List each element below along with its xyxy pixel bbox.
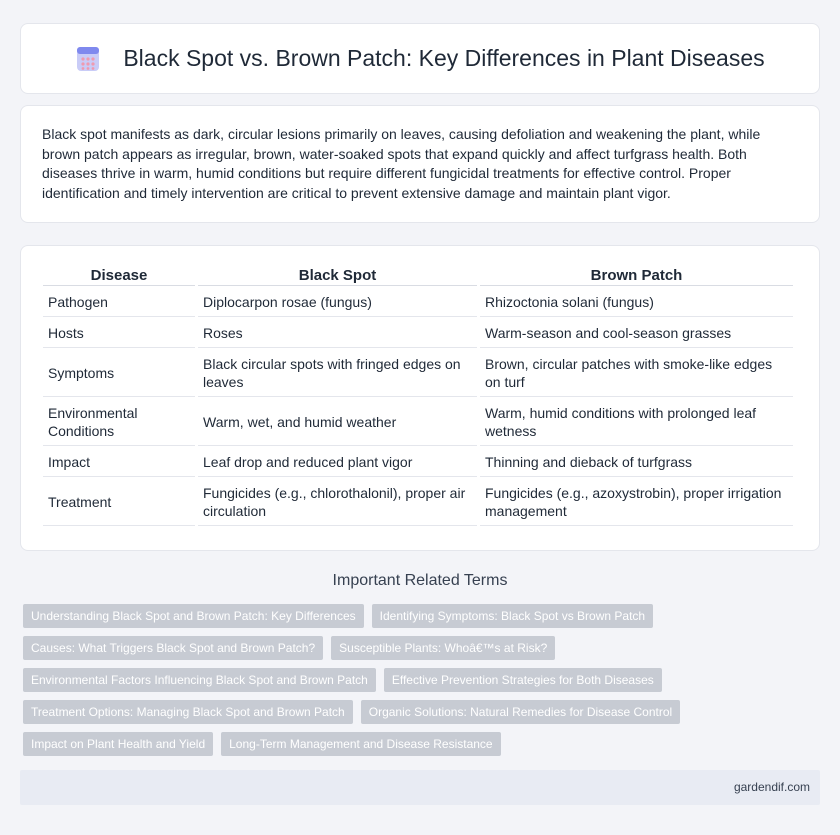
table-cell: Thinning and dieback of turfgrass	[480, 446, 793, 477]
table-cell: Leaf drop and reduced plant vigor	[198, 446, 477, 477]
table-cell: Warm, humid conditions with prolonged leaf wetness	[480, 397, 793, 446]
table-cell: Treatment	[43, 477, 195, 526]
intro-paragraph: Black spot manifests as dark, circular lesions primarily on leaves, causing defoliation and weakening the plant, while brown patch appears as irregular, brown, water-soaked spots that expand quickly and affect turfgrass health. Both diseases thrive in warm, humid conditions but require different fungicidal treatments for effective control. Proper identification and timely intervention are critical to prevent extensive damage and maintain plant vigor.	[42, 126, 761, 201]
footer-site-link[interactable]: gardendif.com	[733, 780, 810, 794]
related-term-link[interactable]: Treatment Options: Managing Black Spot and Brown Patch	[23, 700, 353, 724]
table-header-cell: Brown Patch	[480, 266, 793, 286]
table-header-row	[43, 266, 793, 286]
related-term-link[interactable]: Identifying Symptoms: Black Spot vs Brown Patch	[372, 604, 653, 628]
related-term-link[interactable]: Environmental Factors Influencing Black Spot and Brown Patch	[23, 668, 376, 692]
calculator-grid-icon	[75, 46, 101, 72]
table-cell: Pathogen	[43, 286, 195, 317]
table-header-cell: Disease	[43, 266, 195, 286]
table-cell: Hosts	[43, 317, 195, 348]
related-term-link[interactable]: Impact on Plant Health and Yield	[23, 732, 213, 756]
table-cell: Impact	[43, 446, 195, 477]
table-cell: Diplocarpon rosae (fungus)	[198, 286, 477, 317]
table-cell: Environmental Conditions	[43, 397, 195, 446]
related-term-link[interactable]: Organic Solutions: Natural Remedies for Disease Control	[361, 700, 680, 724]
related-term-link[interactable]: Understanding Black Spot and Brown Patch: Key Differences	[23, 604, 364, 628]
table-cell: Warm-season and cool-season grasses	[480, 317, 793, 348]
related-terms-list	[23, 604, 823, 764]
table-cell: Symptoms	[43, 348, 195, 397]
table-cell: Rhizoctonia solani (fungus)	[480, 286, 793, 317]
comparison-table-card	[20, 245, 820, 551]
related-term-link[interactable]: Long-Term Management and Disease Resistance	[221, 732, 500, 756]
related-term-link[interactable]: Effective Prevention Strategies for Both Diseases	[384, 668, 662, 692]
table-cell: Black circular spots with fringed edges on leaves	[198, 348, 477, 397]
table-row	[43, 348, 793, 397]
table-header-cell: Black Spot	[198, 266, 477, 286]
table-row	[43, 397, 793, 446]
table-row	[43, 286, 793, 317]
footer	[20, 770, 820, 805]
comparison-table	[40, 266, 796, 526]
page-title: Black Spot vs. Brown Patch: Key Differences in Plant Diseases	[123, 45, 765, 71]
table-row	[43, 446, 793, 477]
header-card	[20, 23, 820, 94]
related-terms-title: Important Related Terms	[332, 572, 508, 589]
table-cell: Brown, circular patches with smoke-like edges on turf	[480, 348, 793, 397]
table-cell: Roses	[198, 317, 477, 348]
related-term-link[interactable]: Susceptible Plants: Whoâ€™s at Risk?	[331, 636, 555, 660]
table-row	[43, 477, 793, 526]
intro-card	[20, 105, 820, 223]
table-row	[43, 317, 793, 348]
table-cell: Warm, wet, and humid weather	[198, 397, 477, 446]
table-cell: Fungicides (e.g., azoxystrobin), proper irrigation management	[480, 477, 793, 526]
related-term-link[interactable]: Causes: What Triggers Black Spot and Brown Patch?	[23, 636, 323, 660]
table-cell: Fungicides (e.g., chlorothalonil), proper air circulation	[198, 477, 477, 526]
